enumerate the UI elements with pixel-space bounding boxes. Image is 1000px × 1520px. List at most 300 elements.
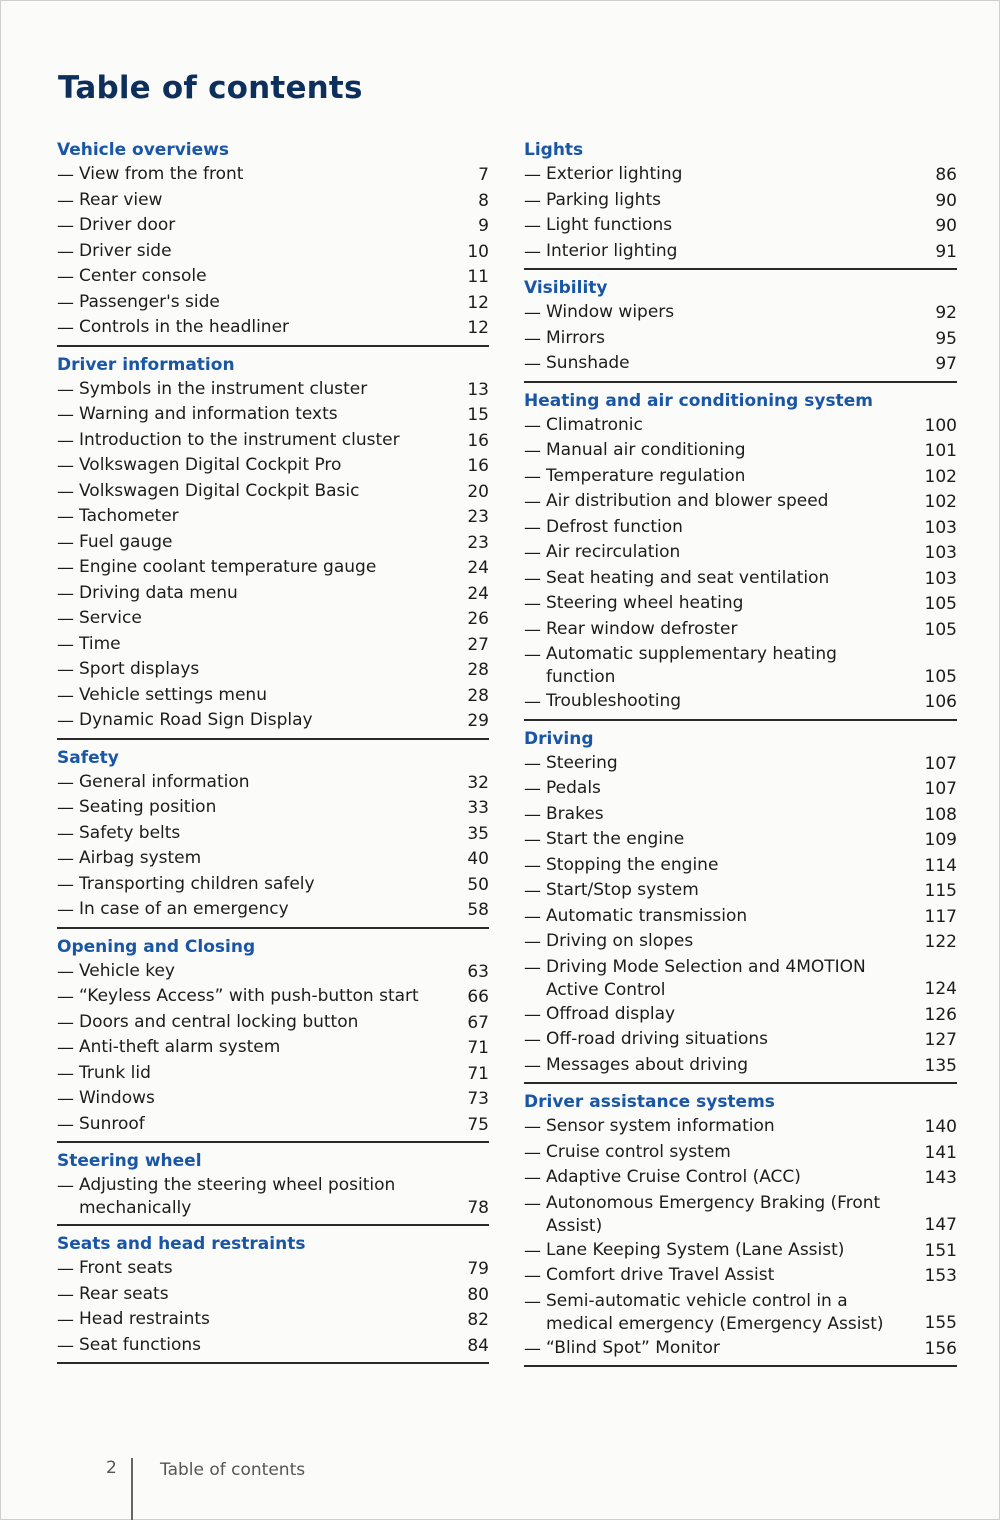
entry-dash: —: [57, 849, 74, 869]
entry-label: [524, 301, 923, 327]
entry-page-number: 28: [467, 660, 489, 680]
entry-text: Passenger's side: [79, 291, 220, 312]
toc-entry[interactable]: [524, 214, 957, 240]
entry-page-number: 124: [924, 979, 957, 999]
entry-label: [524, 1239, 923, 1265]
entry-label: [57, 1334, 455, 1360]
entry-text: Pedals: [546, 778, 601, 798]
toc-entry[interactable]: [524, 1239, 957, 1265]
entry-text: Offroad display: [546, 1003, 676, 1024]
toc-entry[interactable]: [524, 189, 957, 215]
toc-entry[interactable]: [57, 378, 489, 404]
entry-text: Semi-automatic vehicle control in a medical emergency (Emergency Assist): [546, 1290, 884, 1334]
entry-text: Service: [79, 608, 142, 628]
entry-label: [524, 1337, 923, 1363]
entry-label: [524, 414, 923, 440]
entry-label: [524, 516, 923, 542]
entry-label: [57, 454, 455, 480]
entry-dash: —: [524, 881, 541, 901]
entry-page-number: 82: [467, 1310, 489, 1330]
toc-entry[interactable]: [524, 301, 957, 327]
entry-text: Troubleshooting: [546, 691, 682, 711]
entry-label: [524, 828, 923, 854]
toc-entry[interactable]: [57, 1257, 489, 1283]
entry-label: [57, 1257, 455, 1283]
entry-dash: —: [524, 492, 541, 512]
entry-label: [524, 618, 923, 644]
toc-section: [57, 935, 489, 1144]
entry-dash: —: [524, 1142, 541, 1163]
entry-dash: —: [57, 1176, 74, 1196]
entry-page-number: 103: [924, 543, 957, 563]
entry-page-number: 91: [935, 241, 957, 262]
entry-text: Seat functions: [79, 1334, 202, 1355]
entry-dash: —: [57, 660, 74, 680]
toc-entry[interactable]: [524, 414, 957, 440]
entry-page-number: 35: [467, 823, 489, 844]
entry-text: “Keyless Access” with push-button start: [79, 986, 419, 1006]
toc-entry[interactable]: [524, 1290, 957, 1337]
entry-page-number: 105: [924, 594, 957, 614]
toc-entry[interactable]: [524, 777, 957, 803]
entry-page-number: 105: [924, 666, 957, 687]
toc-column-right: [524, 137, 957, 1373]
footer-label: Table of contents: [160, 1460, 306, 1480]
toc-entry[interactable]: [524, 643, 957, 690]
entry-text: Driving data menu: [79, 582, 238, 603]
entry-dash: —: [57, 987, 74, 1007]
toc-entry[interactable]: [524, 690, 957, 716]
toc-entry[interactable]: [57, 684, 489, 710]
entry-page-number: 78: [467, 1197, 489, 1218]
entry-page-number: 7: [478, 165, 489, 185]
entry-dash: —: [524, 1004, 541, 1025]
entry-label: [57, 505, 455, 531]
toc-section: [524, 389, 957, 721]
entry-label: [524, 541, 923, 567]
entry-page-number: 75: [467, 1114, 489, 1135]
toc-entry[interactable]: [524, 567, 957, 593]
entry-text: Automatic transmission: [546, 905, 748, 926]
entry-label: [57, 771, 455, 797]
entry-text: View from the front: [79, 164, 244, 184]
toc-entry[interactable]: [57, 1174, 489, 1221]
toc-entry[interactable]: [524, 592, 957, 618]
toc-entry[interactable]: [57, 658, 489, 684]
entry-label: [524, 163, 923, 189]
entry-page-number: 117: [924, 906, 957, 927]
toc-entry[interactable]: [524, 439, 957, 465]
entry-label: [57, 709, 455, 735]
toc-entry[interactable]: [524, 854, 957, 880]
entry-dash: —: [524, 216, 541, 236]
toc-entry[interactable]: [57, 214, 489, 240]
toc-entry[interactable]: [57, 771, 489, 797]
entry-dash: —: [57, 241, 74, 262]
entry-page-number: 29: [467, 711, 489, 731]
entry-page-number: 73: [467, 1089, 489, 1109]
toc-entry[interactable]: [524, 352, 957, 378]
entry-label: [524, 439, 923, 465]
entry-label: [524, 189, 923, 215]
entry-label: [524, 803, 923, 829]
toc-entry[interactable]: [524, 327, 957, 353]
footer: [106, 1458, 126, 1478]
entry-page-number: 16: [467, 430, 489, 451]
entry-text: Tachometer: [79, 506, 179, 526]
entry-text: Lane Keeping System (Lane Assist): [546, 1239, 845, 1260]
entry-dash: —: [524, 1168, 541, 1188]
entry-page-number: 106: [924, 692, 957, 712]
entry-page-number: 92: [935, 303, 957, 323]
toc-entry[interactable]: [524, 879, 957, 905]
entry-label: [57, 1113, 455, 1139]
entry-page-number: 100: [924, 415, 957, 436]
entry-dash: —: [524, 190, 541, 211]
entry-page-number: 151: [924, 1240, 957, 1261]
entry-page-number: 71: [467, 1038, 489, 1058]
entry-page-number: 23: [467, 507, 489, 527]
toc-entry[interactable]: [57, 240, 489, 266]
toc-entry[interactable]: [57, 1283, 489, 1309]
toc-entry[interactable]: [524, 541, 957, 567]
toc-entry[interactable]: [57, 607, 489, 633]
entry-page-number: 15: [467, 405, 489, 425]
entry-page-number: 12: [467, 292, 489, 313]
entry-label: [57, 480, 455, 506]
entry-dash: —: [57, 267, 74, 287]
entry-page-number: 114: [924, 855, 957, 876]
entry-page-number: 95: [935, 328, 957, 349]
entry-page-number: 24: [467, 558, 489, 578]
toc-entry[interactable]: [57, 633, 489, 659]
toc-entry[interactable]: [524, 1337, 957, 1363]
entry-label: [57, 607, 455, 633]
entry-label: [57, 796, 455, 822]
entry-label: [57, 163, 455, 189]
section-title: Driver information: [57, 354, 235, 375]
entry-label: [57, 1011, 455, 1037]
entry-text: Interior lighting: [546, 240, 678, 261]
toc-entry[interactable]: [57, 960, 489, 986]
toc-entry[interactable]: [57, 847, 489, 873]
entry-dash: —: [57, 900, 74, 920]
toc-entry[interactable]: [524, 1141, 957, 1167]
entry-label: [57, 265, 455, 291]
entry-text: Adaptive Cruise Control (ACC): [546, 1167, 801, 1187]
section-title: Opening and Closing: [57, 936, 256, 957]
entry-dash: —: [524, 165, 541, 185]
entry-page-number: 10: [467, 241, 489, 262]
entry-text: Center console: [79, 266, 207, 286]
toc-entry[interactable]: [57, 985, 489, 1011]
toc-entry[interactable]: [57, 1062, 489, 1088]
toc-entry[interactable]: [57, 454, 489, 480]
toc-entry[interactable]: [57, 556, 489, 582]
toc-entry[interactable]: [524, 752, 957, 778]
entry-label: [524, 567, 923, 593]
toc-entry[interactable]: [57, 531, 489, 557]
entry-text: Start/Stop system: [546, 880, 699, 900]
entry-page-number: 58: [467, 900, 489, 920]
toc-entry[interactable]: [57, 1011, 489, 1037]
entry-label: [524, 777, 923, 803]
entry-dash: —: [524, 517, 541, 538]
entry-dash: —: [57, 1038, 74, 1058]
toc-entry[interactable]: [524, 1115, 957, 1141]
entry-dash: —: [57, 1063, 74, 1084]
entry-label: [57, 214, 455, 240]
entry-page-number: 102: [924, 492, 957, 512]
entry-label: [524, 592, 923, 618]
entry-text: Volkswagen Digital Cockpit Pro: [79, 455, 342, 475]
toc-entry[interactable]: [524, 240, 957, 266]
section-title: Driver assistance systems: [524, 1092, 775, 1112]
entry-page-number: 32: [467, 772, 489, 793]
entry-label: [57, 658, 455, 684]
toc-entry[interactable]: [524, 803, 957, 829]
entry-label: [57, 1087, 455, 1113]
entry-label: [524, 643, 923, 690]
toc-entry[interactable]: [524, 956, 957, 1003]
entry-page-number: 80: [467, 1284, 489, 1305]
entry-label: [57, 556, 455, 582]
toc-section: [524, 138, 957, 270]
entry-label: [524, 1003, 923, 1029]
entry-page-number: 9: [478, 216, 489, 236]
toc-entry[interactable]: [57, 291, 489, 317]
entry-page-number: 103: [924, 517, 957, 538]
entry-page-number: 115: [924, 881, 957, 901]
entry-page-number: 50: [467, 874, 489, 895]
entry-text: Steering wheel heating: [546, 593, 744, 613]
entry-page-number: 126: [924, 1004, 957, 1025]
entry-text: Messages about driving: [546, 1054, 749, 1075]
entry-page-number: 63: [467, 961, 489, 982]
entry-text: Trunk lid: [79, 1062, 151, 1083]
toc-entry[interactable]: [57, 1036, 489, 1062]
entry-label: [57, 822, 455, 848]
toc-section: [57, 1149, 489, 1226]
entry-page-number: 84: [467, 1335, 489, 1356]
toc-column-left: [57, 137, 489, 1370]
entry-text: Sport displays: [79, 659, 200, 679]
entry-dash: —: [524, 1291, 541, 1312]
entry-page-number: 156: [924, 1338, 957, 1359]
entry-page-number: 102: [924, 466, 957, 487]
entry-text: Airbag system: [79, 848, 202, 868]
entry-label: [57, 1308, 455, 1334]
entry-text: General information: [79, 771, 250, 792]
entry-text: Rear seats: [79, 1283, 169, 1304]
toc-entry[interactable]: [57, 822, 489, 848]
toc-entry[interactable]: [57, 709, 489, 735]
entry-dash: —: [57, 379, 74, 400]
toc-entry[interactable]: [524, 516, 957, 542]
entry-text: Controls in the headliner: [79, 317, 290, 337]
entry-label: [524, 465, 923, 491]
entry-dash: —: [524, 441, 541, 461]
entry-page-number: 13: [467, 379, 489, 400]
entry-page-number: 11: [467, 267, 489, 287]
toc-entry[interactable]: [57, 796, 489, 822]
toc-entry[interactable]: [57, 1308, 489, 1334]
section-title: Driving: [524, 728, 594, 749]
entry-dash: —: [57, 1310, 74, 1330]
entry-text: Driver door: [79, 215, 176, 235]
entry-dash: —: [524, 830, 541, 850]
entry-text: Vehicle settings menu: [79, 684, 267, 705]
entry-text: Air distribution and blower speed: [546, 491, 829, 511]
toc-entry[interactable]: [524, 618, 957, 644]
toc-entry[interactable]: [524, 1003, 957, 1029]
entry-dash: —: [57, 507, 74, 527]
entry-label: [57, 873, 455, 899]
entry-dash: —: [524, 594, 541, 614]
entry-label: [524, 956, 923, 1003]
entry-label: [57, 960, 455, 986]
entry-text: Defrost function: [546, 516, 683, 537]
entry-dash: —: [524, 466, 541, 487]
entry-text: Temperature regulation: [546, 465, 746, 486]
toc-section: [57, 138, 489, 347]
entry-label: [524, 752, 923, 778]
entry-page-number: 67: [467, 1012, 489, 1033]
entry-dash: —: [57, 685, 74, 706]
entry-label: [524, 1115, 923, 1141]
toc-entry[interactable]: [524, 163, 957, 189]
entry-dash: —: [524, 415, 541, 436]
entry-text: Head restraints: [79, 1309, 210, 1329]
entry-page-number: 105: [924, 619, 957, 640]
entry-dash: —: [57, 634, 74, 655]
entry-label: [524, 1264, 923, 1290]
entry-page-number: 140: [924, 1117, 957, 1137]
entry-dash: —: [57, 532, 74, 553]
toc-entry[interactable]: [57, 403, 489, 429]
entry-text: Adjusting the steering wheel position mechanically: [79, 1175, 396, 1218]
toc-entry[interactable]: [57, 1087, 489, 1113]
entry-dash: —: [57, 609, 74, 629]
entry-dash: —: [524, 753, 541, 774]
toc-entry[interactable]: [524, 1264, 957, 1290]
entry-text: In case of an emergency: [79, 899, 289, 919]
entry-page-number: 26: [467, 609, 489, 629]
entry-text: Off-road driving situations: [546, 1029, 768, 1049]
entry-page-number: 27: [467, 634, 489, 655]
toc-entry[interactable]: [57, 505, 489, 531]
toc-section: [57, 746, 489, 929]
entry-page-number: 90: [935, 216, 957, 236]
entry-text: Autonomous Emergency Braking (Front Assist): [546, 1192, 881, 1236]
entry-page-number: 97: [935, 354, 957, 374]
toc-entry[interactable]: [524, 905, 957, 931]
toc-entry[interactable]: [524, 490, 957, 516]
toc-section: [524, 727, 957, 1085]
toc-entry[interactable]: [57, 163, 489, 189]
toc-entry[interactable]: [57, 189, 489, 215]
section-title: Vehicle overviews: [57, 140, 229, 160]
entry-dash: —: [524, 932, 541, 952]
entry-text: Comfort drive Travel Assist: [546, 1265, 775, 1285]
toc-entry[interactable]: [524, 930, 957, 956]
entry-dash: —: [524, 692, 541, 712]
entry-label: [524, 879, 923, 905]
entry-dash: —: [524, 1338, 541, 1359]
section-title: Visibility: [524, 278, 608, 298]
toc-entry[interactable]: [524, 1054, 957, 1080]
toc-entry[interactable]: [524, 465, 957, 491]
entry-text: Exterior lighting: [546, 164, 683, 184]
entry-text: Cruise control system: [546, 1141, 731, 1162]
entry-label: [524, 854, 923, 880]
entry-page-number: 147: [924, 1215, 957, 1235]
page-title: Table of contents: [58, 70, 363, 106]
toc-section: [57, 353, 489, 740]
toc-entry[interactable]: [57, 265, 489, 291]
toc-entry[interactable]: [57, 429, 489, 455]
entry-text: Steering: [546, 752, 618, 773]
entry-dash: —: [57, 583, 74, 604]
toc-entry[interactable]: [524, 828, 957, 854]
entry-label: [524, 1141, 923, 1167]
footer-page-number: 2: [106, 1458, 117, 1478]
entry-text: “Blind Spot” Monitor: [546, 1337, 720, 1358]
entry-dash: —: [57, 190, 74, 211]
toc-entry[interactable]: [57, 1334, 489, 1360]
entry-text: Driving on slopes: [546, 931, 694, 951]
entry-label: [57, 531, 455, 557]
entry-dash: —: [524, 779, 541, 799]
entry-dash: —: [57, 798, 74, 818]
toc-entry[interactable]: [57, 582, 489, 608]
entry-dash: —: [57, 430, 74, 451]
entry-page-number: 155: [924, 1313, 957, 1333]
entry-label: [524, 1054, 923, 1080]
toc-entry[interactable]: [57, 316, 489, 342]
entry-page-number: 12: [467, 318, 489, 338]
entry-text: Window wipers: [546, 302, 675, 322]
footer-divider: [131, 1458, 133, 1520]
entry-label: [524, 905, 923, 931]
entry-label: [57, 316, 455, 342]
toc-entry[interactable]: [57, 898, 489, 924]
toc-entry[interactable]: [57, 873, 489, 899]
entry-dash: —: [57, 1259, 74, 1279]
entry-label: [57, 985, 455, 1011]
entry-page-number: 101: [924, 441, 957, 461]
entry-label: [57, 898, 455, 924]
toc-entry[interactable]: [524, 1028, 957, 1054]
entry-text: Rear window defroster: [546, 618, 738, 639]
entry-dash: —: [524, 328, 541, 349]
toc-entry[interactable]: [524, 1192, 957, 1239]
entry-dash: —: [524, 303, 541, 323]
entry-dash: —: [524, 619, 541, 640]
entry-dash: —: [57, 165, 74, 185]
toc-entry[interactable]: [57, 480, 489, 506]
entry-page-number: 135: [924, 1055, 957, 1076]
toc-entry[interactable]: [57, 1113, 489, 1139]
entry-dash: —: [524, 1240, 541, 1261]
entry-page-number: 107: [924, 753, 957, 774]
toc-entry[interactable]: [524, 1166, 957, 1192]
section-title: Steering wheel: [57, 1151, 202, 1171]
entry-dash: —: [57, 1284, 74, 1305]
entry-dash: —: [524, 1055, 541, 1076]
entry-text: Sunshade: [546, 353, 630, 373]
entry-text: Stopping the engine: [546, 854, 719, 875]
